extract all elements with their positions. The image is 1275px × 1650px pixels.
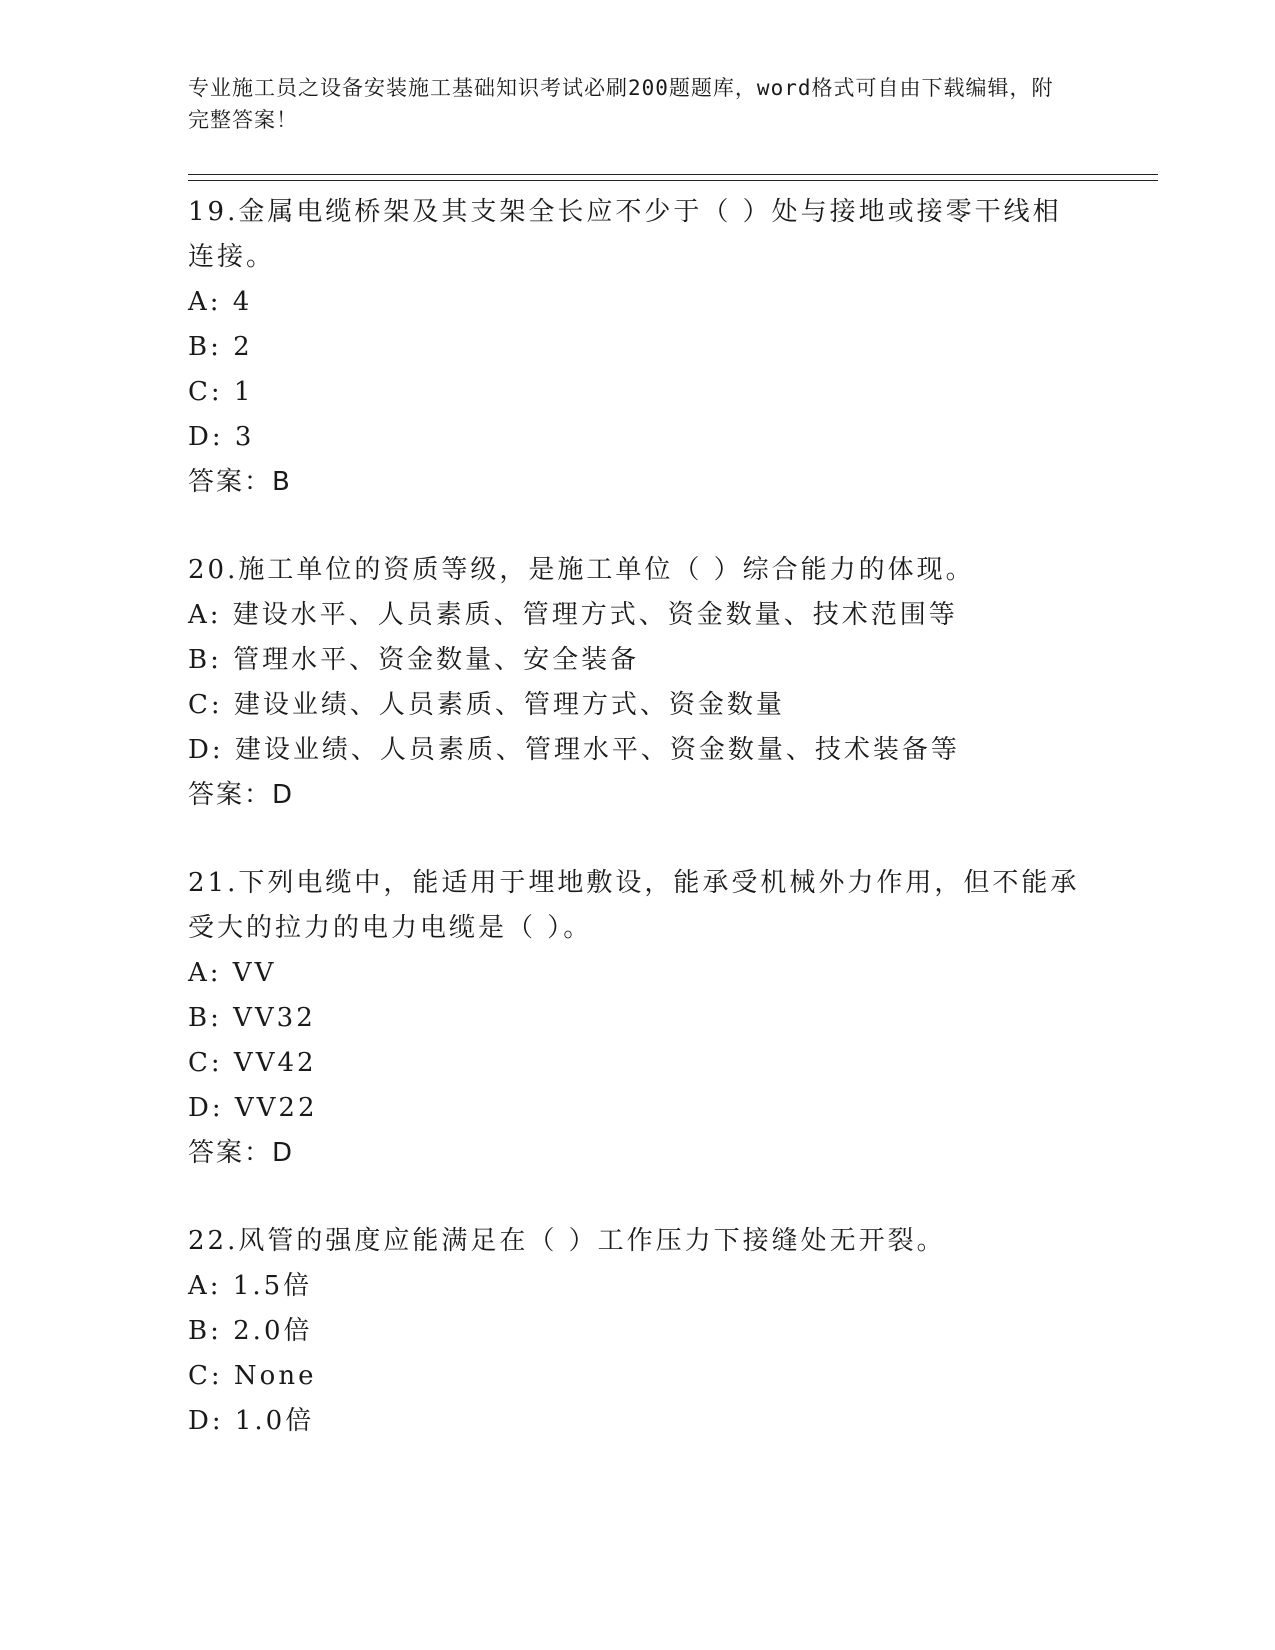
header-rule-top xyxy=(188,174,1158,175)
question-stem: 22.风管的强度应能满足在（ ）工作压力下接缝处无开裂。 xyxy=(188,1226,946,1256)
option-b: B: VV32 xyxy=(188,1003,316,1033)
question-stem: 20.施工单位的资质等级，是施工单位（ ）综合能力的体现。 xyxy=(188,555,975,585)
option-a: A: VV xyxy=(188,958,277,988)
option-d: D: VV22 xyxy=(188,1093,318,1123)
question-19 xyxy=(188,190,1088,504)
question-21 xyxy=(188,861,1088,1175)
option-b: B: 2.0倍 xyxy=(188,1316,313,1346)
question-list xyxy=(188,190,1088,1444)
option-d: D: 建设业绩、人员素质、管理水平、资金数量、技术装备等 xyxy=(188,735,960,765)
option-a: A: 建设水平、人员素质、管理方式、资金数量、技术范围等 xyxy=(188,600,958,630)
option-c: C: None xyxy=(188,1361,317,1391)
option-c: C: 1 xyxy=(188,377,254,407)
option-b: B: 2 xyxy=(188,332,253,362)
document-header: 专业施工员之设备安装施工基础知识考试必刷200题题库，word格式可自由下载编辑，附完整答案！ xyxy=(188,76,1054,132)
question-stem: 19.金属电缆桥架及其支架全长应不少于（ ）处与接地或接零干线相连接。 xyxy=(188,197,1062,272)
answer-line: 答案：D xyxy=(188,780,295,810)
option-a: A: 1.5倍 xyxy=(188,1271,313,1301)
option-d: D: 3 xyxy=(188,422,255,452)
question-stem: 21.下列电缆中，能适用于埋地敷设，能承受机械外力作用，但不能承受大的拉力的电力电缆是（ ）。 xyxy=(188,868,1080,943)
option-b: B: 管理水平、资金数量、安全装备 xyxy=(188,645,640,675)
header-rule-bottom xyxy=(188,180,1158,181)
answer-line: 答案：B xyxy=(188,467,292,497)
option-d: D: 1.0倍 xyxy=(188,1406,315,1436)
question-22 xyxy=(188,1219,1088,1444)
answer-line: 答案：D xyxy=(188,1138,295,1168)
option-a: A: 4 xyxy=(188,287,253,317)
option-c: C: VV42 xyxy=(188,1048,317,1078)
question-20 xyxy=(188,548,1088,817)
option-c: C: 建设业绩、人员素质、管理方式、资金数量 xyxy=(188,690,785,720)
